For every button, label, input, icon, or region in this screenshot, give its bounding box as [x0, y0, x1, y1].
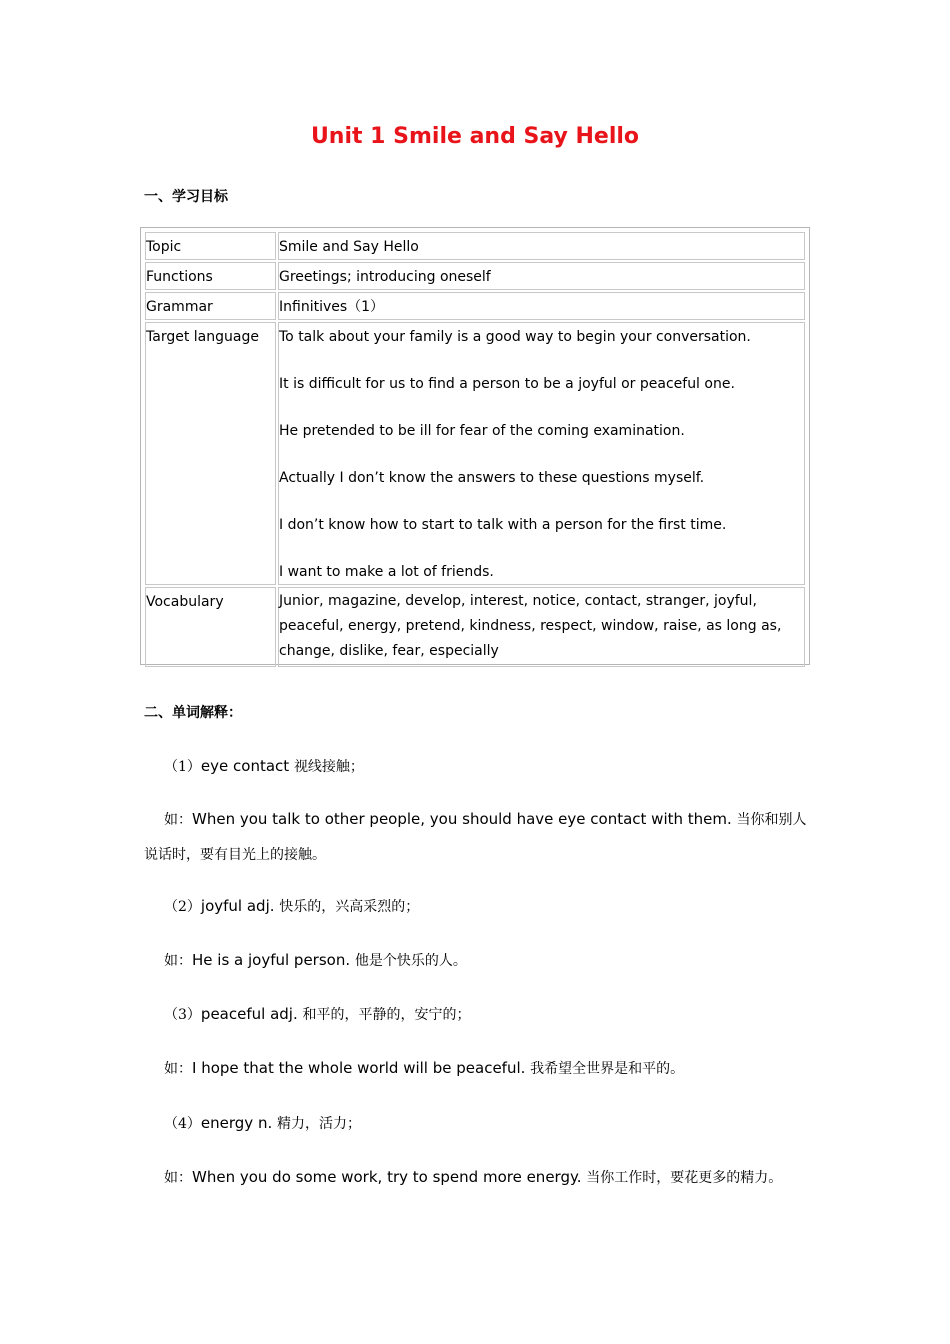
target-sentence: Actually I don’t know the answers to these questions myself. — [279, 470, 705, 486]
example-sentence: 如：I hope that the whole world will be peaceful. 我希望全世界是和平的。 — [164, 1059, 685, 1077]
table-row — [145, 292, 805, 320]
word-number: （3） — [164, 1007, 201, 1023]
word-number: （4） — [164, 1116, 201, 1132]
word-term: joyful adj. — [200, 897, 280, 915]
target-language-cell — [278, 322, 805, 585]
row-value: Greetings; introducing oneself — [278, 262, 805, 290]
word-term: energy n. — [200, 1114, 277, 1132]
word-meaning: 快乐的，兴高采烈的； — [279, 899, 420, 915]
document-title: Unit 1 Smile and Say Hello — [310, 124, 640, 149]
example-sentence: 如：When you talk to other people, you should have eye contact with them. 当你和别人说话时，要有目光上的接触。 — [144, 810, 807, 863]
word-term: peaceful adj. — [200, 1005, 303, 1023]
word-term: eye contact — [200, 757, 294, 775]
word-entry — [144, 997, 832, 1032]
section-heading-words: 二、单词解释： — [144, 705, 242, 721]
example-sentence: 如：He is a joyful person. 他是个快乐的人。 — [164, 951, 467, 969]
table-row — [145, 322, 805, 585]
table-row — [145, 232, 805, 260]
vocabulary-cell: Junior, magazine, develop, interest, notice, contact, stranger, joyful, peaceful, energy, pretend, kindness, respect, window, raise, as long as, change, dislike, fear, especially — [278, 587, 805, 667]
example-chinese: 当你工作时，要花更多的精力。 — [586, 1170, 783, 1186]
row-label: Target language — [145, 322, 276, 585]
example-chinese: 我希望全世界是和平的。 — [530, 1061, 685, 1077]
target-sentence: I want to make a lot of friends. — [279, 564, 494, 580]
target-sentence: To talk about your family is a good way to begin your conversation. — [279, 329, 751, 345]
word-number: （1） — [164, 759, 201, 775]
target-sentence: I don’t know how to start to talk with a person for the first time. — [279, 517, 727, 533]
word-entry — [144, 749, 832, 784]
example-english: I hope that the whole world will be peaceful. — [192, 1059, 531, 1077]
word-entry — [144, 1106, 832, 1141]
table-row — [145, 262, 805, 290]
word-meaning: 精力，活力； — [277, 1116, 361, 1132]
goals-table-frame — [140, 227, 810, 665]
word-number: （2） — [164, 899, 201, 915]
section-heading-goals: 一、学习目标 — [144, 189, 228, 205]
goals-table — [143, 230, 807, 669]
example-chinese: 他是个快乐的人。 — [354, 953, 467, 969]
target-sentence: It is difficult for us to find a person to be a joyful or peaceful one. — [279, 376, 735, 392]
example-chinese: 当你和别人说话时，要有目光上的接触。 — [144, 812, 807, 863]
row-label: Topic — [145, 232, 276, 260]
row-label: Functions — [145, 262, 276, 290]
row-label: Grammar — [145, 292, 276, 320]
row-value: Infinitives（1） — [278, 292, 805, 320]
example-english: When you do some work, try to spend more energy. — [192, 1168, 587, 1186]
word-meaning: 和平的，平静的，安宁的； — [302, 1007, 471, 1023]
example-sentence: 如：When you do some work, try to spend more energy. 当你工作时，要花更多的精力。 — [164, 1168, 783, 1186]
word-meaning: 视线接触； — [293, 759, 364, 775]
target-sentence: He pretended to be ill for fear of the coming examination. — [279, 423, 685, 439]
row-label: Vocabulary — [145, 587, 276, 667]
table-row — [145, 587, 805, 667]
example-english: He is a joyful person. — [192, 951, 355, 969]
word-entry — [144, 889, 832, 924]
example-english: When you talk to other people, you should have eye contact with them. — [192, 810, 737, 828]
row-value: Smile and Say Hello — [278, 232, 805, 260]
